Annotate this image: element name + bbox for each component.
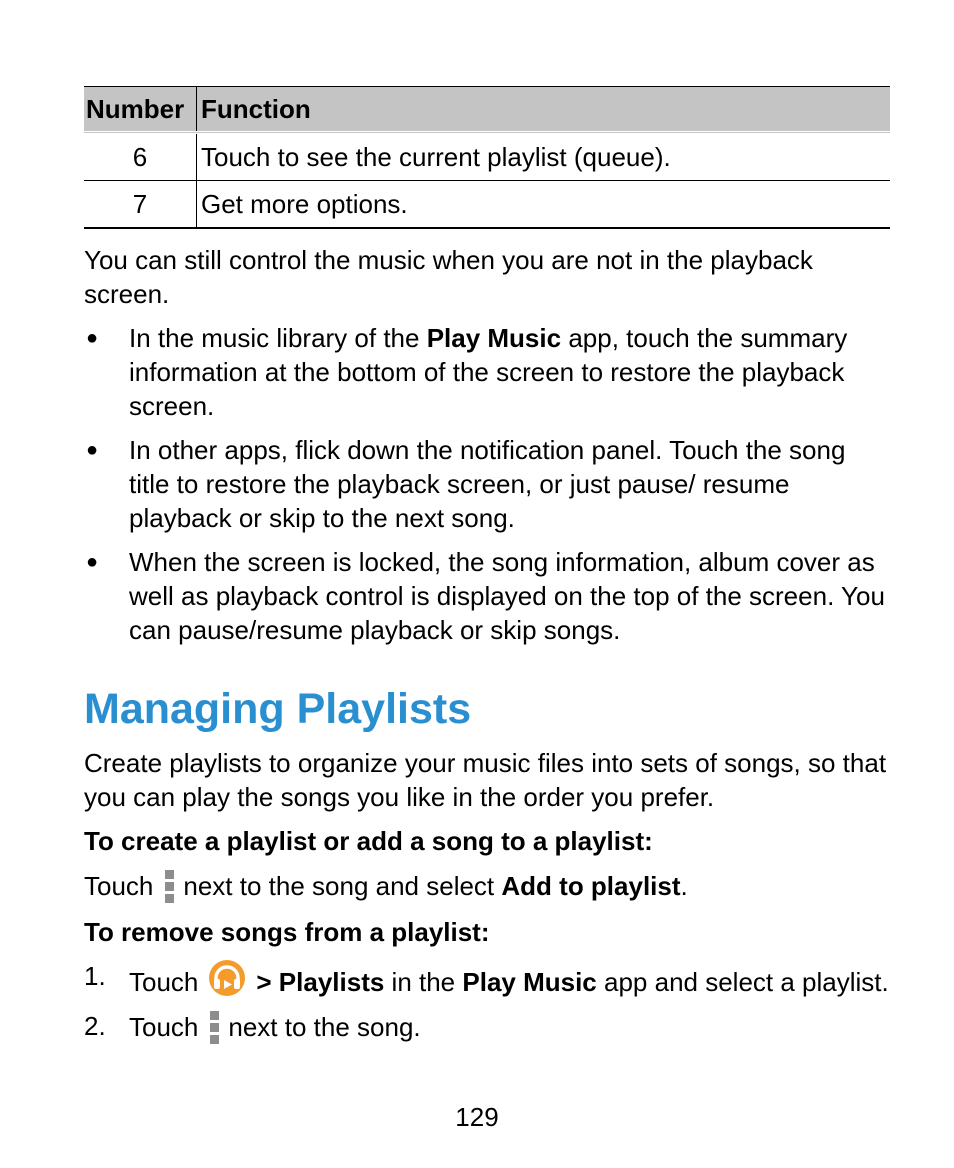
section-lead: Create playlists to organize your music files into sets of songs, so that you can play the songs you like in the order you prefer. — [84, 748, 887, 812]
bullet-dot: ● — [86, 439, 99, 461]
table-row — [84, 133, 890, 181]
table-header-row — [84, 87, 890, 133]
row-function: Get more options. — [201, 188, 408, 219]
list-item: ● When the screen is locked, the song information, album cover as well as playback control is displayed on the top of the screen. You can pause/resume playback or skip songs. — [86, 547, 885, 645]
more-options-icon — [163, 868, 175, 904]
list-item: 1. Touch > Playlists in the Play Music app and select a playlist. — [84, 961, 889, 997]
header-function: Function — [197, 87, 891, 133]
page-number: 129 — [455, 1102, 499, 1132]
more-options-icon — [208, 1009, 220, 1045]
remove-heading: To remove songs from a playlist: — [84, 917, 490, 947]
create-instruction: Touch next to the song and select Add to playlist. — [84, 868, 890, 904]
intro-paragraph: You can still control the music when you are not in the playback screen. — [84, 245, 813, 309]
bullet-dot: ● — [86, 551, 99, 573]
list-item: 2. Touch next to the song. — [84, 1009, 890, 1045]
header-number: Number — [84, 87, 197, 133]
row-function: Touch to see the current playlist (queue). — [201, 141, 671, 172]
function-table — [84, 86, 890, 229]
bullet-list — [84, 321, 890, 647]
bullet-dot: ● — [86, 327, 99, 349]
section-title: Managing Playlists — [84, 685, 472, 733]
page-content — [84, 86, 890, 1055]
table-row — [84, 181, 890, 229]
row-number: 7 — [84, 181, 197, 229]
row-number: 6 — [84, 133, 197, 181]
list-item: ● In the music library of the Play Music app, touch the summary information at the bottom of the screen to restore the playback screen. — [86, 323, 848, 421]
list-item: ● In other apps, flick down the notification panel. Touch the song title to restore the playback screen, or just pause/ resume playback or skip to the next song. — [86, 435, 846, 533]
create-heading: To create a playlist or add a song to a playlist: — [84, 826, 653, 856]
play-music-icon — [208, 959, 246, 997]
steps-list — [84, 959, 890, 1045]
